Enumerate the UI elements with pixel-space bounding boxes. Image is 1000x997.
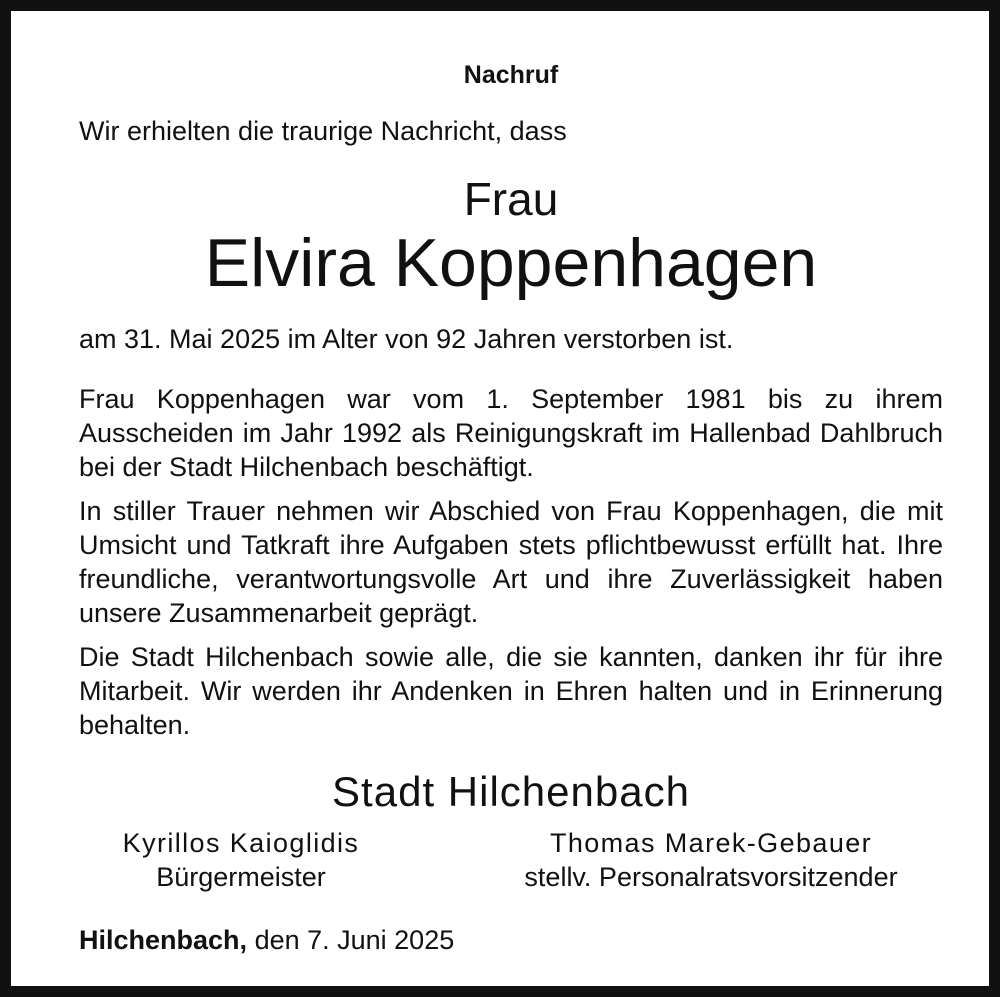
intro-line: Wir erhielten die traurige Nachricht, dass bbox=[79, 116, 567, 146]
death-line: am 31. Mai 2025 im Alter von 92 Jahren verstorben ist. bbox=[79, 324, 734, 354]
deceased-name: Elvira Koppenhagen bbox=[204, 225, 818, 301]
signatory-name: Thomas Marek-Gebauer bbox=[549, 828, 873, 858]
signatory-role: Bürgermeister bbox=[156, 862, 326, 892]
salutation: Frau bbox=[463, 173, 559, 225]
signatory-name: Kyrillos Kaioglidis bbox=[122, 828, 360, 858]
signatory-role: stellv. Personalratsvorsitzender bbox=[524, 862, 898, 892]
notice-heading: Nachruf bbox=[463, 61, 559, 89]
date: den 7. Juni 2025 bbox=[254, 925, 455, 955]
paragraph-employment: Frau Koppenhagen war vom 1. September 1981 bis zu ihrem Ausscheiden im Jahr 1992 als Reinigungskraft im Hallenbad Dahlbruch bei der Stadt Hilchenbach beschäftigt. bbox=[79, 384, 943, 482]
paragraph-mourning: In stiller Trauer nehmen wir Abschied von Frau Koppenhagen, die mit Umsicht und Tatkraft ihre Aufgaben stets pflichtbewusst erfüllt hat. Ihre freundliche, verantwortungsvolle Art und ihre Zuverlässigkeit haben unsere Zusammenarbeit geprägt. bbox=[79, 496, 943, 628]
place: Hilchenbach, bbox=[79, 925, 248, 955]
signatory-mayor bbox=[71, 826, 411, 894]
signatory-staff-council bbox=[481, 826, 941, 894]
paragraph-thanks: Die Stadt Hilchenbach sowie alle, die sie kannten, danken ihr für ihre Mitarbeit. Wir werden ihr Andenken in Ehren halten und in Erinnerung behalten. bbox=[79, 642, 943, 740]
organization-name: Stadt Hilchenbach bbox=[332, 768, 690, 815]
place-date-line bbox=[79, 925, 454, 956]
